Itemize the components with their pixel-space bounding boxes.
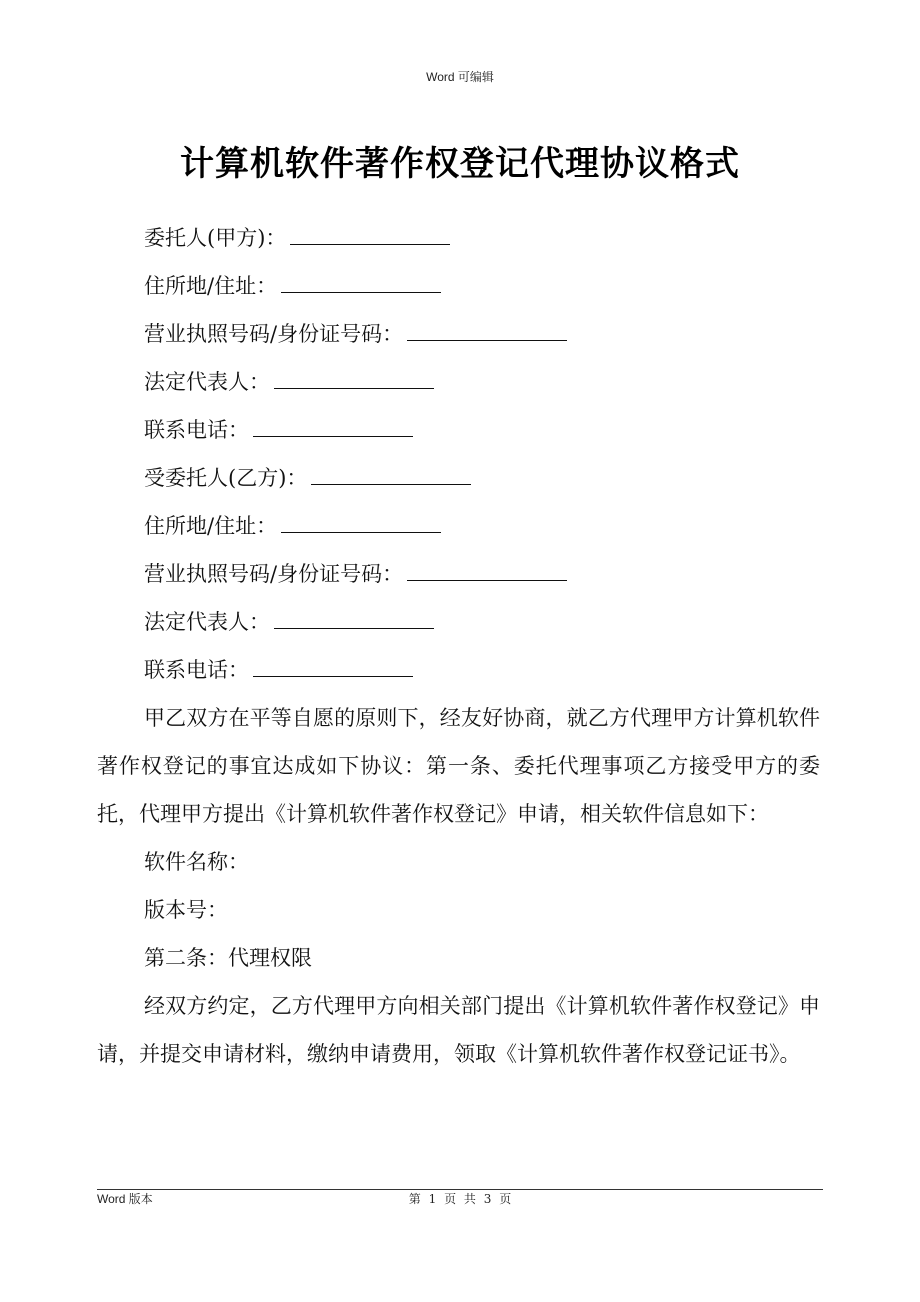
party-b-license-label: 营业执照号码/身份证号码： bbox=[144, 562, 404, 586]
party-b-license-line bbox=[97, 550, 820, 598]
party-b-label: 受委托人(乙方)： bbox=[144, 466, 308, 490]
party-a-phone-blank bbox=[253, 418, 413, 437]
party-b-address-blank bbox=[281, 514, 441, 533]
party-b-rep-blank bbox=[274, 610, 434, 629]
party-a-phone-label: 联系电话： bbox=[144, 418, 249, 442]
page-suffix: 页 bbox=[499, 1192, 512, 1206]
party-b-address-label: 住所地/住址： bbox=[144, 514, 278, 538]
party-b-phone-line bbox=[97, 646, 820, 694]
party-b-address-line bbox=[97, 502, 820, 550]
document-body bbox=[97, 214, 820, 1078]
page-number bbox=[0, 1190, 920, 1207]
page-prefix: 第 bbox=[408, 1192, 421, 1206]
party-a-blank bbox=[290, 226, 450, 245]
party-a-rep-label: 法定代表人： bbox=[144, 370, 270, 394]
party-a-license-line bbox=[97, 310, 820, 358]
party-b-license-blank bbox=[407, 562, 567, 581]
party-a-label: 委托人(甲方)： bbox=[144, 226, 287, 250]
party-b-blank bbox=[311, 466, 471, 485]
party-a-license-label: 营业执照号码/身份证号码： bbox=[144, 322, 404, 346]
party-b-phone-label: 联系电话： bbox=[144, 658, 249, 682]
page-mid: 页 共 bbox=[444, 1192, 476, 1206]
party-b-line bbox=[97, 454, 820, 502]
party-a-license-blank bbox=[407, 322, 567, 341]
party-a-address-line bbox=[97, 262, 820, 310]
party-a-line bbox=[97, 214, 820, 262]
party-b-rep-label: 法定代表人： bbox=[144, 610, 270, 634]
software-name-line: 软件名称： bbox=[144, 850, 249, 874]
party-a-rep-line bbox=[97, 358, 820, 406]
page-header: Word 可编辑 bbox=[426, 70, 494, 84]
party-b-phone-blank bbox=[253, 658, 413, 677]
party-a-address-blank bbox=[281, 274, 441, 293]
version-line: 版本号： bbox=[144, 898, 228, 922]
party-b-rep-line bbox=[97, 598, 820, 646]
page-current: 1 bbox=[428, 1192, 437, 1206]
party-a-address-label: 住所地/住址： bbox=[144, 274, 278, 298]
article-2-paragraph: 经双方约定，乙方代理甲方向相关部门提出《计算机软件著作权登记》申请，并提交申请材料，缴纳申请费用，领取《计算机软件著作权登记证书》。 bbox=[97, 994, 820, 1066]
article-2-heading: 第二条：代理权限 bbox=[144, 946, 312, 970]
document-title: 计算机软件著作权登记代理协议格式 bbox=[180, 144, 740, 184]
page-total: 3 bbox=[483, 1192, 492, 1206]
party-a-rep-blank bbox=[274, 370, 434, 389]
footer-version-label: Word 版本 bbox=[97, 1192, 153, 1206]
party-a-phone-line bbox=[97, 406, 820, 454]
intro-paragraph: 甲乙双方在平等自愿的原则下，经友好协商，就乙方代理甲方计算机软件著作权登记的事宜达成如下协议：第一条、委托代理事项乙方接受甲方的委托，代理甲方提出《计算机软件著作权登记》申请，相关软件信息如下： bbox=[97, 706, 820, 826]
